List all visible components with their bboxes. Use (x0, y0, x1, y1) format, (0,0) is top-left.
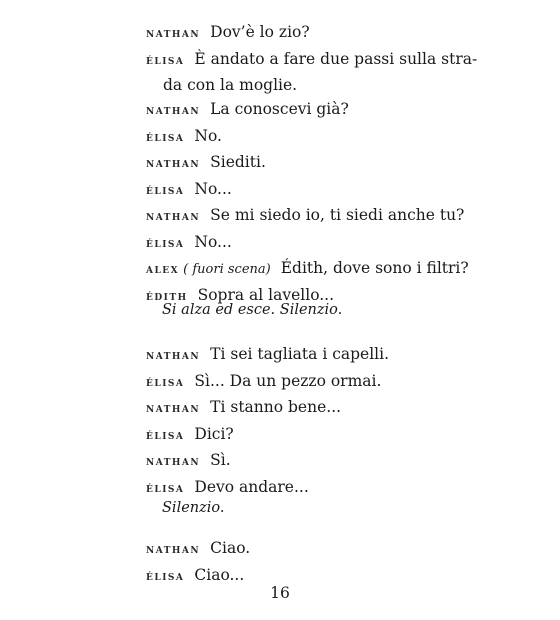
speech-text: Sì... Da un pezzo ormai. (194, 371, 382, 390)
dialogue-line (146, 177, 476, 203)
speaker-name: nathan (146, 156, 201, 171)
stage-aside: ( fuori scena) (183, 262, 271, 277)
speaker-name: nathan (146, 348, 201, 363)
speech-continuation: da con la moglie. (163, 75, 298, 94)
stage-direction: Si alza ed esce. Silenzio. (162, 302, 343, 318)
speaker-name: élisa (146, 52, 185, 68)
dialogue-line (146, 230, 476, 256)
speech-text: Siediti. (210, 153, 266, 171)
speech-text: Ti stanno bene... (210, 398, 342, 416)
speech-text: La conoscevi già? (210, 100, 349, 118)
speech-text: No... (194, 179, 232, 198)
speaker-name: élisa (146, 480, 185, 496)
speech-text: Sì. (210, 451, 231, 469)
speech-text: No... (194, 232, 232, 251)
dialogue-line (146, 97, 476, 123)
speech-text: È andato a fare due passi sulla stra- (194, 49, 478, 68)
speaker-name: élisa (146, 182, 185, 198)
dialogue-line (146, 20, 476, 46)
dialogue-section-1 (146, 20, 476, 309)
speech-text: Ti sei tagliata i capelli. (210, 345, 390, 363)
speaker-name: nathan (146, 454, 201, 469)
speech-text: No. (194, 126, 222, 145)
speech-text: Dici? (194, 424, 234, 443)
dialogue-line (146, 342, 476, 368)
speaker-name: nathan (146, 401, 201, 416)
speech-text: Ciao... (194, 565, 245, 584)
speech-text: Édith, dove sono i filtri? (280, 259, 469, 277)
dialogue-line (146, 422, 476, 448)
speaker-name: élisa (146, 374, 185, 390)
speaker-name: élisa (146, 129, 185, 145)
dialogue-line (146, 47, 476, 97)
speaker-name: élisa (146, 568, 185, 584)
speech-text: Se mi siedo io, ti siedi anche tu? (210, 206, 465, 224)
dialogue-line (146, 203, 476, 229)
speaker-name: élisa (146, 427, 185, 443)
dialogue-line (146, 369, 476, 395)
stage-direction: Silenzio. (162, 500, 225, 516)
dialogue-line (146, 395, 476, 421)
speaker-name: édith (146, 288, 188, 304)
speaker-name: nathan (146, 542, 201, 557)
dialogue-section-3 (146, 536, 476, 589)
dialogue-line (146, 150, 476, 176)
dialogue-section-2 (146, 342, 476, 501)
dialogue-line (146, 124, 476, 150)
speaker-name: élisa (146, 235, 185, 251)
dialogue-line (146, 448, 476, 474)
page-number: 16 (270, 584, 290, 602)
speech-text: Dov’è lo zio? (210, 23, 310, 41)
speaker-name: nathan (146, 26, 201, 41)
speech-text: Sopra al lavello... (197, 285, 335, 304)
dialogue-line (146, 536, 476, 562)
speech-text: Devo andare... (194, 477, 309, 496)
speech-text: Ciao. (210, 539, 251, 557)
dialogue-line (146, 256, 476, 282)
speaker-name: nathan (146, 209, 201, 224)
speaker-name: alex (146, 262, 180, 277)
speaker-name: nathan (146, 103, 201, 118)
